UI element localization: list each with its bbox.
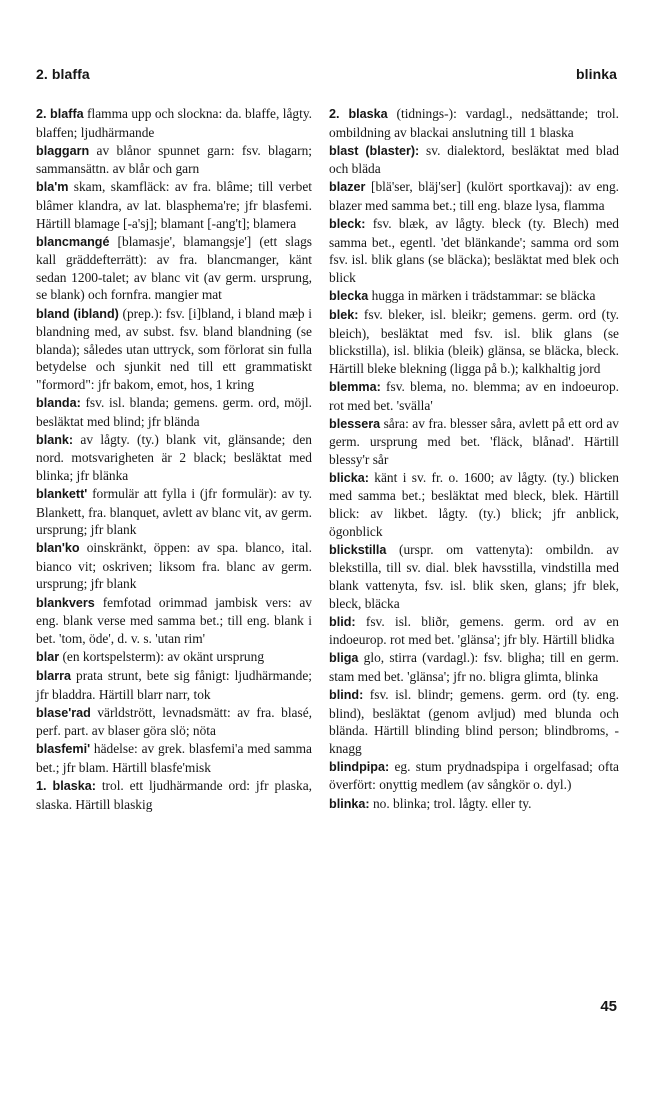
entry-definition: fsv. bleker, isl. bleikr; gemens. germ. ord (ty. bleich), besläktat med fsv. isl. blik glans (se blickstilla), isl. blikia (bleik) glänsa, se bläcka, bleck. Härtill bleke blekning (ligga på b.); kalkhaltig jord (329, 307, 619, 376)
dictionary-entry (36, 178, 312, 232)
entry-headword: bliga (329, 651, 359, 666)
entry-headword: bleck: (329, 217, 366, 232)
entry-definition: (en kortspelsterm): av okänt ursprung (59, 648, 265, 664)
entry-definition: fsv. isl. blanda; gemens. germ. ord, möjl. besläktat med blind; jfr blända (36, 395, 312, 429)
entry-definition: glo, stirra (vardagl.): fsv. bligha; till en germ. stam med bet. 'glänsa'; jfr no. bligra glimta, blinka (329, 650, 619, 684)
dictionary-entry (36, 431, 312, 485)
entry-definition: såra: av fra. blesser såra, avlett på ett ord av germ. ursprung med bet. 'fläck, blånad'. Härtill blessy'r sår (329, 415, 619, 467)
dictionary-entry (36, 305, 312, 394)
entry-definition: oinskränkt, öppen: av spa. blanco, ital. bianco vit; oskriven; liksom fra. blanc av germ. ursprung; jfr blank (36, 540, 312, 592)
entry-definition: känt i sv. fr. o. 1600; av lågty. (ty.) blicken med samma bet.; besläktat med bleck, blek. Härtill blick: av likbet. lågty. (ty.) blick; jfr anblick, ögonblick (329, 469, 619, 539)
right-column (329, 105, 619, 814)
entry-definition: prata strunt, bete sig fånigt: ljudhärmande; jfr bladdra. Härtill blarr narr, tok (36, 667, 312, 702)
left-column (36, 105, 312, 814)
entry-headword: bla'm (36, 180, 69, 195)
dictionary-entry (36, 485, 312, 539)
running-head-right: blinka (575, 66, 617, 82)
page-number: 45 (600, 998, 617, 1015)
dictionary-entry (36, 539, 312, 593)
dictionary-entry (36, 394, 312, 430)
entry-headword: blid: (329, 614, 356, 629)
entry-definition: eg. stum prydnadspipa i orgelfasad; ofta överfört: onyttig medlem (av sångkör o. dyl.) (329, 758, 619, 793)
dictionary-entry (329, 287, 619, 306)
dictionary-entry (329, 105, 619, 141)
entry-headword: blicka: (329, 470, 369, 485)
entry-headword: 1. blaska: (36, 778, 96, 793)
entry-definition: hugga in märken i trädstammar: se bläcka (368, 287, 596, 303)
dictionary-entry (329, 649, 619, 685)
dictionary-entry (36, 648, 312, 667)
running-head-left: 2. blaffa (36, 66, 90, 82)
entry-headword: blarra (36, 668, 72, 683)
entry-definition: skam, skamfläck: av fra. blâme; till verbet blâmer klandra, av lat. blasphema're; jfr blasfemi. Härtill blamage [-a'sj]; blamant [-ang't]; blamera (36, 179, 312, 231)
entry-definition: flamma upp och slockna: da. blaffe, lågty. blaffen; ljudhärmande (36, 106, 312, 140)
entry-definition: sv. dialektord, besläktat med blad och bläda (329, 142, 619, 177)
dictionary-entry (36, 233, 312, 304)
dictionary-entry (329, 306, 619, 377)
entry-headword: blickstilla (329, 542, 387, 557)
dictionary-entry (329, 686, 619, 757)
dictionary-entry (36, 704, 312, 740)
entry-definition: världstrött, levnadsmätt: av fra. blasé, perf. part. av blaser göra slö; nöta (36, 704, 312, 739)
entry-headword: blar (36, 649, 60, 664)
entry-headword: blancmangé (36, 234, 110, 249)
dictionary-entry (36, 142, 312, 178)
entry-headword: blasfemi' (36, 742, 91, 757)
entry-definition: formulär att fylla i (jfr formulär): av ty. Blankett, fra. blanquet, avlett av blanc vit, av germ. ursprung; jfr blank (36, 485, 312, 538)
dictionary-entry (329, 469, 619, 540)
entry-definition: femfotad orimmad jambisk vers: av eng. blank verse med samma bet.; till eng. blank i bet. 'tom, öde', d. v. s. 'utan rim' (36, 594, 312, 646)
entry-headword: blankett' (36, 486, 88, 501)
entry-headword: blazer (329, 180, 366, 195)
entry-definition: av lågty. (ty.) blank vit, glänsande; den nord. motsvarigheten är 2 black; besläktat med blinka; jfr blänka (36, 431, 312, 483)
entry-headword: blast (blaster): (329, 143, 420, 158)
entry-definition: trol. ett ljudhärmande ord: jfr plaska, slaska. Härtill blaskig (36, 777, 312, 812)
dictionary-entry (36, 777, 312, 813)
entry-definition: (tidnings-): vardagl., nedsättande; trol. ombildning av blackai anslutning till 1 blaska (329, 106, 619, 140)
dictionary-entry (36, 105, 312, 141)
entry-headword: 2. blaska (329, 107, 388, 121)
dictionary-entry (36, 740, 312, 776)
dictionary-entry (329, 415, 619, 469)
entry-definition: fsv. isl. bliðr, gemens. germ. ord av en indoeurop. rot med bet. 'glänsa'; jfr bly. Härtill blidka (329, 613, 619, 648)
entry-headword: 2. blaffa (36, 107, 84, 121)
dictionary-entry (329, 142, 619, 178)
entry-headword: blan'ko (36, 541, 80, 556)
entry-definition: fsv. blema, no. blemma; av en indoeurop. rot med bet. 'svälla' (329, 378, 619, 413)
entry-headword: blemma: (329, 379, 381, 394)
dictionary-entry (329, 541, 619, 612)
entry-headword: blind: (329, 688, 364, 702)
dictionary-entry (329, 215, 619, 286)
entry-headword: blanda: (36, 396, 81, 410)
entry-definition: [blamasje', blamangsje'] (ett slags kall gräddefterrätt): av fra. blancmanger, känt sedan 1200-talet; av blanc vit (av germ. ursprung, se blank) och fornfra. mangier mat (36, 233, 312, 303)
dictionary-entry (329, 795, 619, 814)
entry-definition: [blä'ser, bläj'ser] (kulört sportkavaj): av eng. blazer med samma bet.; till eng. blaze lysa, flamma (329, 179, 619, 213)
entry-definition: av blånor spunnet garn: fsv. blagarn; sammansättn. av blår och garn (36, 142, 312, 177)
entry-headword: blase'rad (36, 705, 91, 720)
entry-headword: blaggarn (36, 143, 90, 158)
entry-headword: blecka (329, 288, 369, 303)
entry-definition: hädelse: av grek. blasfemi'a med samma bet.; jfr blam. Härtill blasfe'misk (36, 741, 312, 775)
entry-headword: blessera (329, 416, 381, 431)
dictionary-entry (329, 378, 619, 414)
dictionary-entry (329, 178, 619, 214)
entry-headword: blindpipa: (329, 759, 390, 774)
dictionary-entry (329, 758, 619, 794)
dictionary-entry (36, 594, 312, 648)
entry-definition: no. blinka; trol. lågty. eller ty. (369, 795, 532, 811)
entry-definition: fsv. isl. blindr; gemens. germ. ord (ty. eng. blind), besläktat (genom avljud) med blunda och blända. Härtill blinding blind person; blindbroms, -knagg (329, 687, 619, 756)
entry-headword: blek: (329, 308, 359, 323)
entry-definition: (prep.): fsv. [i]bland, i bland mæþ i blandning med, av subst. fsv. bland blandning (se blanda); således utan uttryck, som förlorat sin fulla betydelse och sjunkit ned till ett grammatiskt "formord": jfr bakom, emot, hos, 1 kring (36, 305, 312, 392)
entry-definition: fsv. blæk, av lågty. bleck (ty. Blech) med samma bet., egentl. 'det blänkande'; samma ord som fsv. isl. blik glans (se bläcka); besläktat med blek och blick (329, 216, 619, 285)
dictionary-entry (36, 667, 312, 703)
entry-headword: blankvers (36, 595, 95, 610)
entry-headword: blinka: (329, 796, 370, 811)
entry-headword: bland (ibland) (36, 306, 119, 321)
dictionary-entry (329, 613, 619, 649)
entry-definition: (urspr. om vattenyta): ombildn. av blekstilla, till sv. dial. blek havsstilla, vindstilla med blank vattenyta, fsv. isl. blik sken, glans; jfr blek, bleck, bläcka (329, 541, 619, 611)
entry-headword: blank: (36, 432, 74, 447)
